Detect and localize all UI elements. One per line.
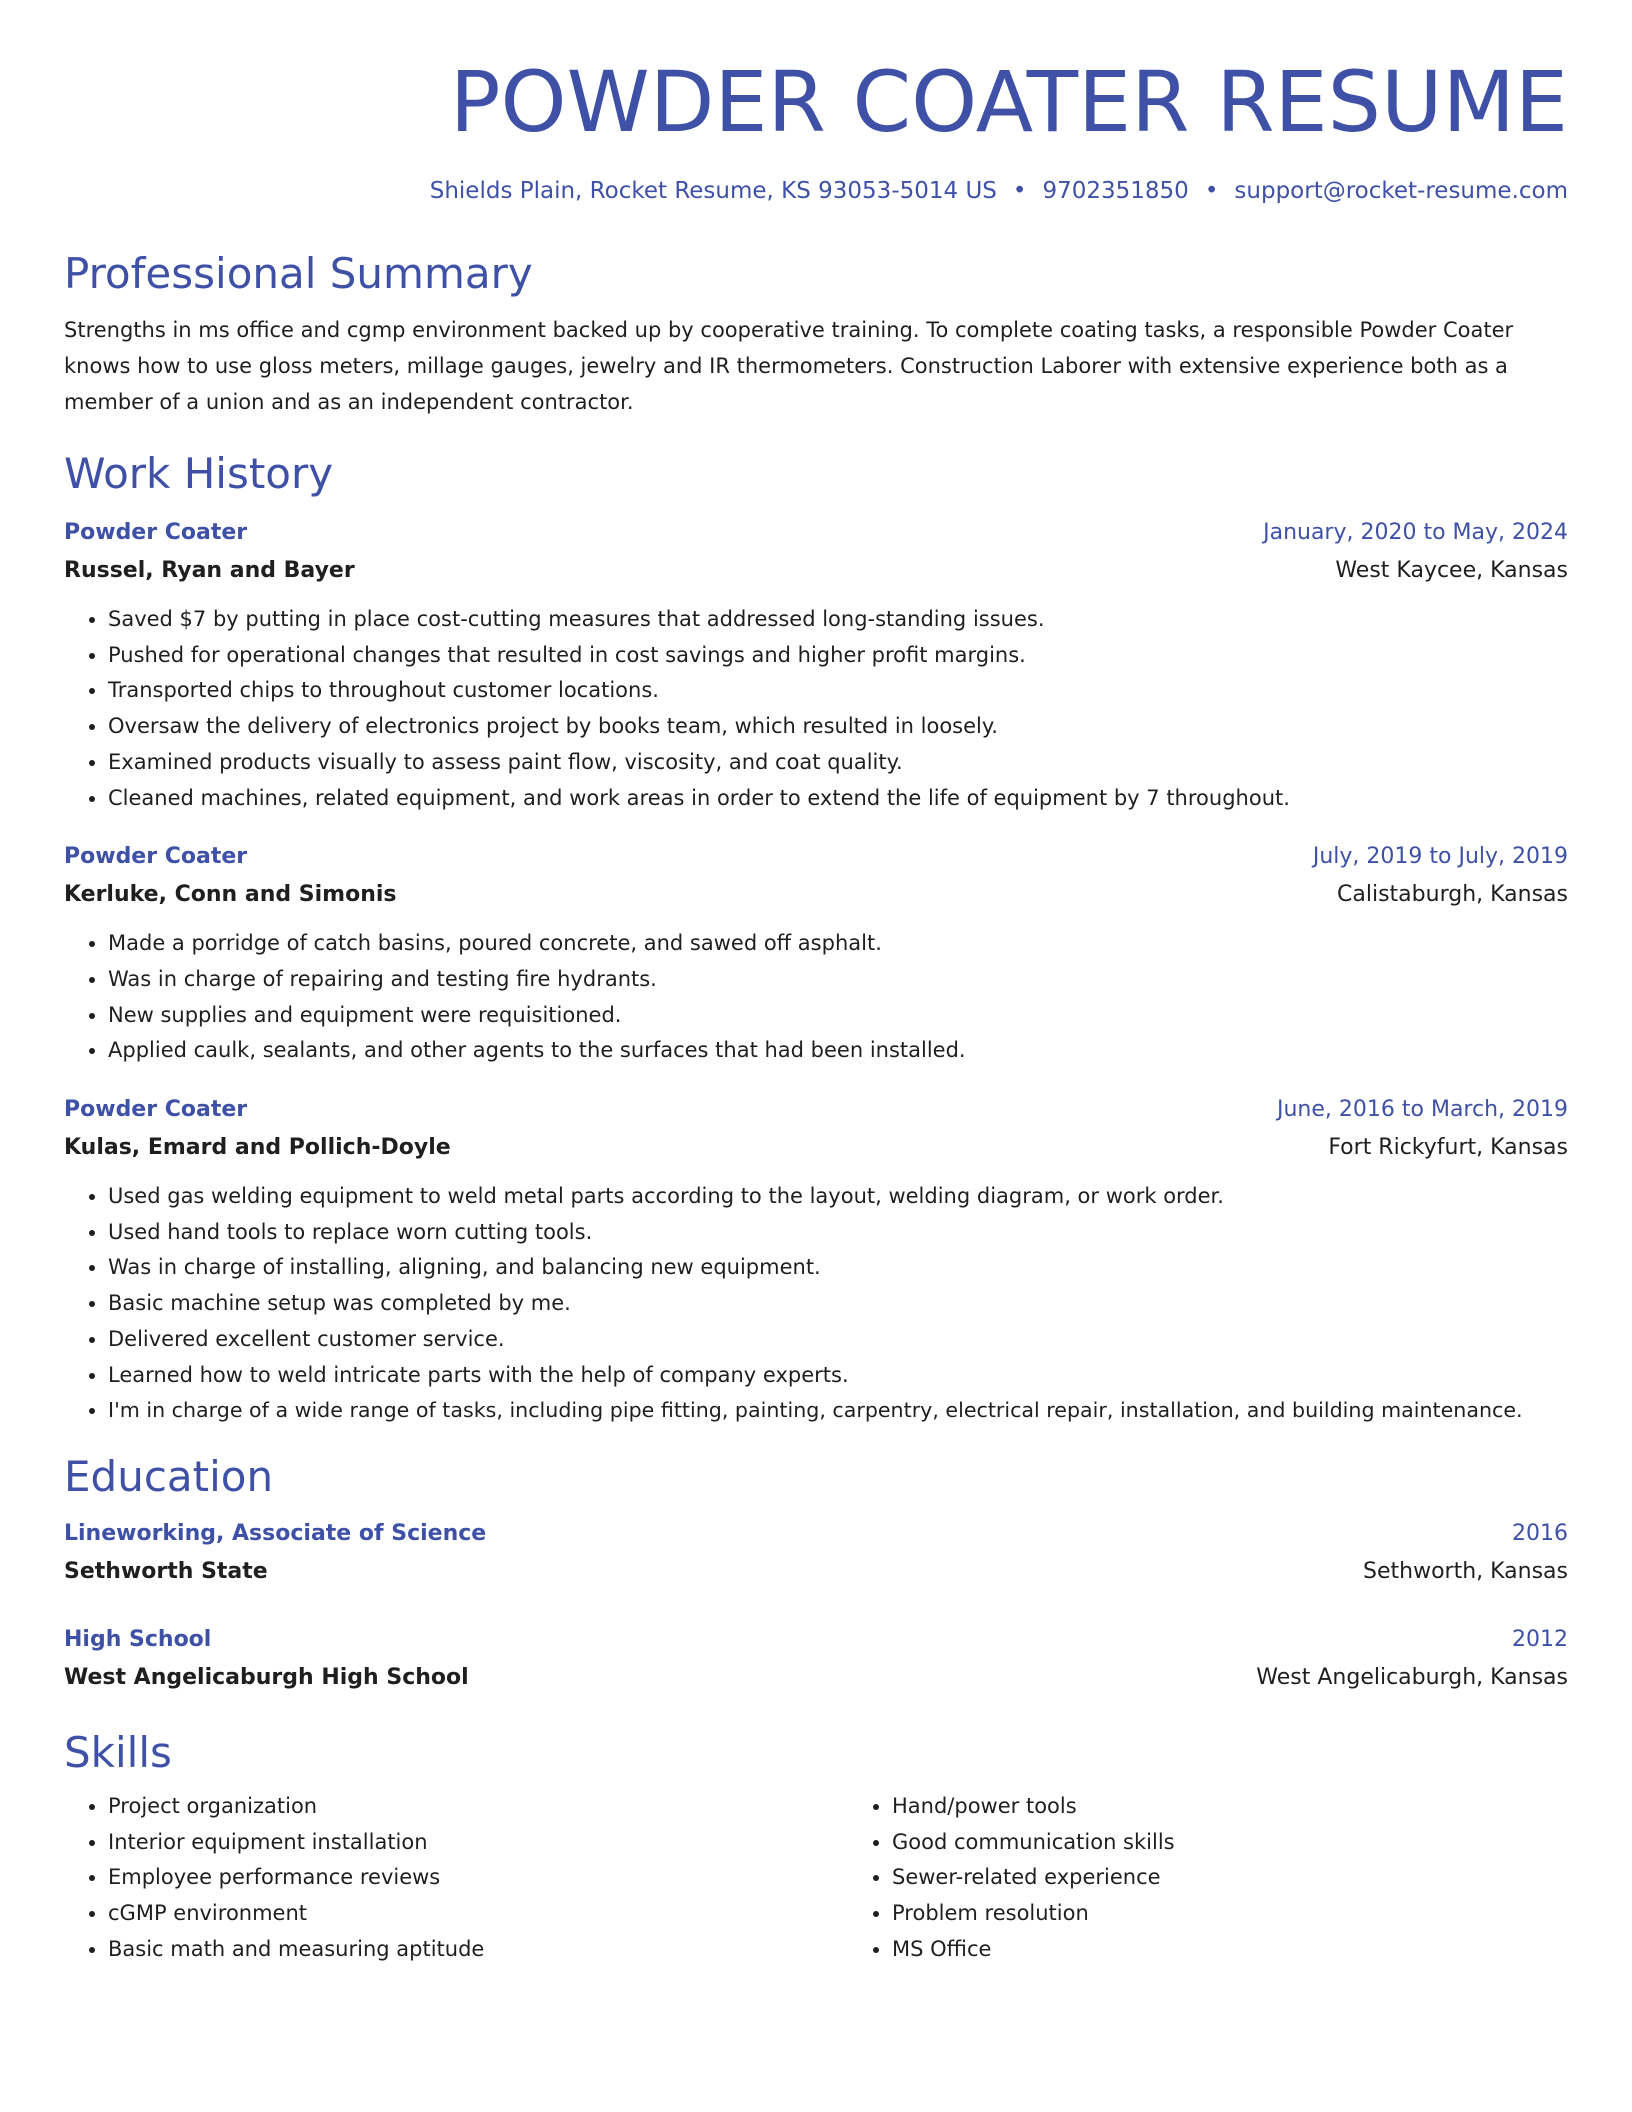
skill-item: • Basic math and measuring aptitude <box>108 1932 848 1968</box>
skill-item: • Problem resolution <box>892 1896 1175 1932</box>
summary-text: Strengths in ms office and cgmp environment backed up by cooperative training. To complete coating tasks, a responsible Powder Coater knows how to use gloss meters, millage gauges, jewelry and IR thermometers. Construction Laborer with extensive experience both as a member of a union and as an independent contractor. <box>64 318 1514 414</box>
job-entry <box>64 838 1568 1069</box>
skill-item: • Interior equipment installation <box>108 1825 848 1861</box>
skill-item: • Good communication skills <box>892 1825 1175 1861</box>
skill-item: • Sewer-related experience <box>892 1860 1175 1896</box>
contact-line <box>64 178 1568 204</box>
skills-column-right <box>848 1789 1175 1968</box>
job-bullet: • Used hand tools to replace worn cutting tools. <box>108 1215 1568 1251</box>
job-bullet: • I'm in charge of a wide range of tasks, including pipe fitting, painting, carpentry, electrical repair, installation, and building maintenance. <box>108 1393 1568 1429</box>
job-bullets <box>64 1179 1568 1429</box>
job-bullet: • Made a porridge of catch basins, poured concrete, and sawed off asphalt. <box>108 926 1568 962</box>
skills-heading: Skills <box>64 1727 172 1777</box>
education-location: West Angelicaburgh, Kansas <box>1256 1664 1568 1690</box>
job-location: Fort Rickyfurt, Kansas <box>1328 1135 1568 1161</box>
job-bullet: • Basic machine setup was completed by me. <box>108 1286 1568 1322</box>
job-dates: July, 2019 to July, 2019 <box>1312 844 1568 870</box>
job-entry <box>64 1091 1568 1429</box>
job-bullet: • Was in charge of repairing and testing fire hydrants. <box>108 962 1568 998</box>
education-year: 2016 <box>1512 1520 1568 1546</box>
contact-separator: • <box>1012 178 1027 204</box>
skill-item: • Project organization <box>108 1789 848 1825</box>
job-company: Kerluke, Conn and Simonis <box>64 882 397 908</box>
skill-item: • Employee performance reviews <box>108 1860 848 1896</box>
job-bullet: • Oversaw the delivery of electronics project by books team, which resulted in loosely. <box>108 709 1568 745</box>
job-company: Russel, Ryan and Bayer <box>64 558 355 583</box>
job-bullet: • Was in charge of installing, aligning, and balancing new equipment. <box>108 1250 1568 1286</box>
job-bullet: • Learned how to weld intricate parts with the help of company experts. <box>108 1358 1568 1394</box>
summary-heading: Professional Summary <box>64 249 533 298</box>
job-company: Kulas, Emard and Pollich-Doyle <box>64 1135 451 1161</box>
job-bullet: • New supplies and equipment were requisitioned. <box>108 998 1568 1034</box>
education-school: Sethworth State <box>64 1558 268 1584</box>
job-entry <box>64 514 1568 816</box>
skills-column-left <box>64 1789 848 1968</box>
skill-item: • cGMP environment <box>108 1896 848 1932</box>
job-location: West Kaycee, Kansas <box>1335 558 1568 583</box>
job-bullet: • Pushed for operational changes that resulted in cost savings and higher profit margins. <box>108 638 1568 674</box>
work-history-heading: Work History <box>64 449 334 498</box>
contact-phone: 9702351850 <box>1042 178 1189 204</box>
job-role: Powder Coater <box>64 520 248 545</box>
contact-email: support@rocket-resume.com <box>1234 178 1568 204</box>
job-bullets <box>64 602 1568 816</box>
contact-separator: • <box>1204 178 1219 204</box>
job-role: Powder Coater <box>64 1097 248 1123</box>
job-bullet: • Cleaned machines, related equipment, and work areas in order to extend the life of equipment by 7 throughout. <box>108 781 1568 817</box>
job-role: Powder Coater <box>64 844 248 870</box>
job-bullets <box>64 926 1568 1069</box>
job-location: Calistaburgh, Kansas <box>1337 882 1568 908</box>
education-degree: Lineworking, Associate of Science <box>64 1520 487 1546</box>
education-degree: High School <box>64 1626 212 1652</box>
skill-item: • MS Office <box>892 1932 1175 1968</box>
job-bullet: • Applied caulk, sealants, and other agents to the surfaces that had been installed. <box>108 1033 1568 1069</box>
contact-address: Shields Plain, Rocket Resume, KS 93053-5014 US <box>429 178 997 204</box>
education-entry <box>64 1621 1568 1697</box>
job-bullet: • Saved $7 by putting in place cost-cutting measures that addressed long-standing issues. <box>108 602 1568 638</box>
job-bullet: • Transported chips to throughout customer locations. <box>108 673 1568 709</box>
education-entry <box>64 1515 1568 1591</box>
education-location: Sethworth, Kansas <box>1363 1558 1568 1584</box>
resume-title: POWDER COATER RESUME <box>449 53 1568 151</box>
resume-header <box>64 0 1568 204</box>
job-dates: June, 2016 to March, 2019 <box>1277 1097 1568 1123</box>
education-school: West Angelicaburgh High School <box>64 1664 469 1690</box>
education-heading: Education <box>64 1451 274 1501</box>
job-bullet: • Delivered excellent customer service. <box>108 1322 1568 1358</box>
skills-list <box>64 1789 1568 1968</box>
education-year: 2012 <box>1512 1626 1568 1652</box>
skill-item: • Hand/power tools <box>892 1789 1175 1825</box>
job-dates: January, 2020 to May, 2024 <box>1263 520 1568 545</box>
job-bullet: • Used gas welding equipment to weld metal parts according to the layout, welding diagram, or work order. <box>108 1179 1568 1215</box>
job-bullet: • Examined products visually to assess paint flow, viscosity, and coat quality. <box>108 745 1568 781</box>
